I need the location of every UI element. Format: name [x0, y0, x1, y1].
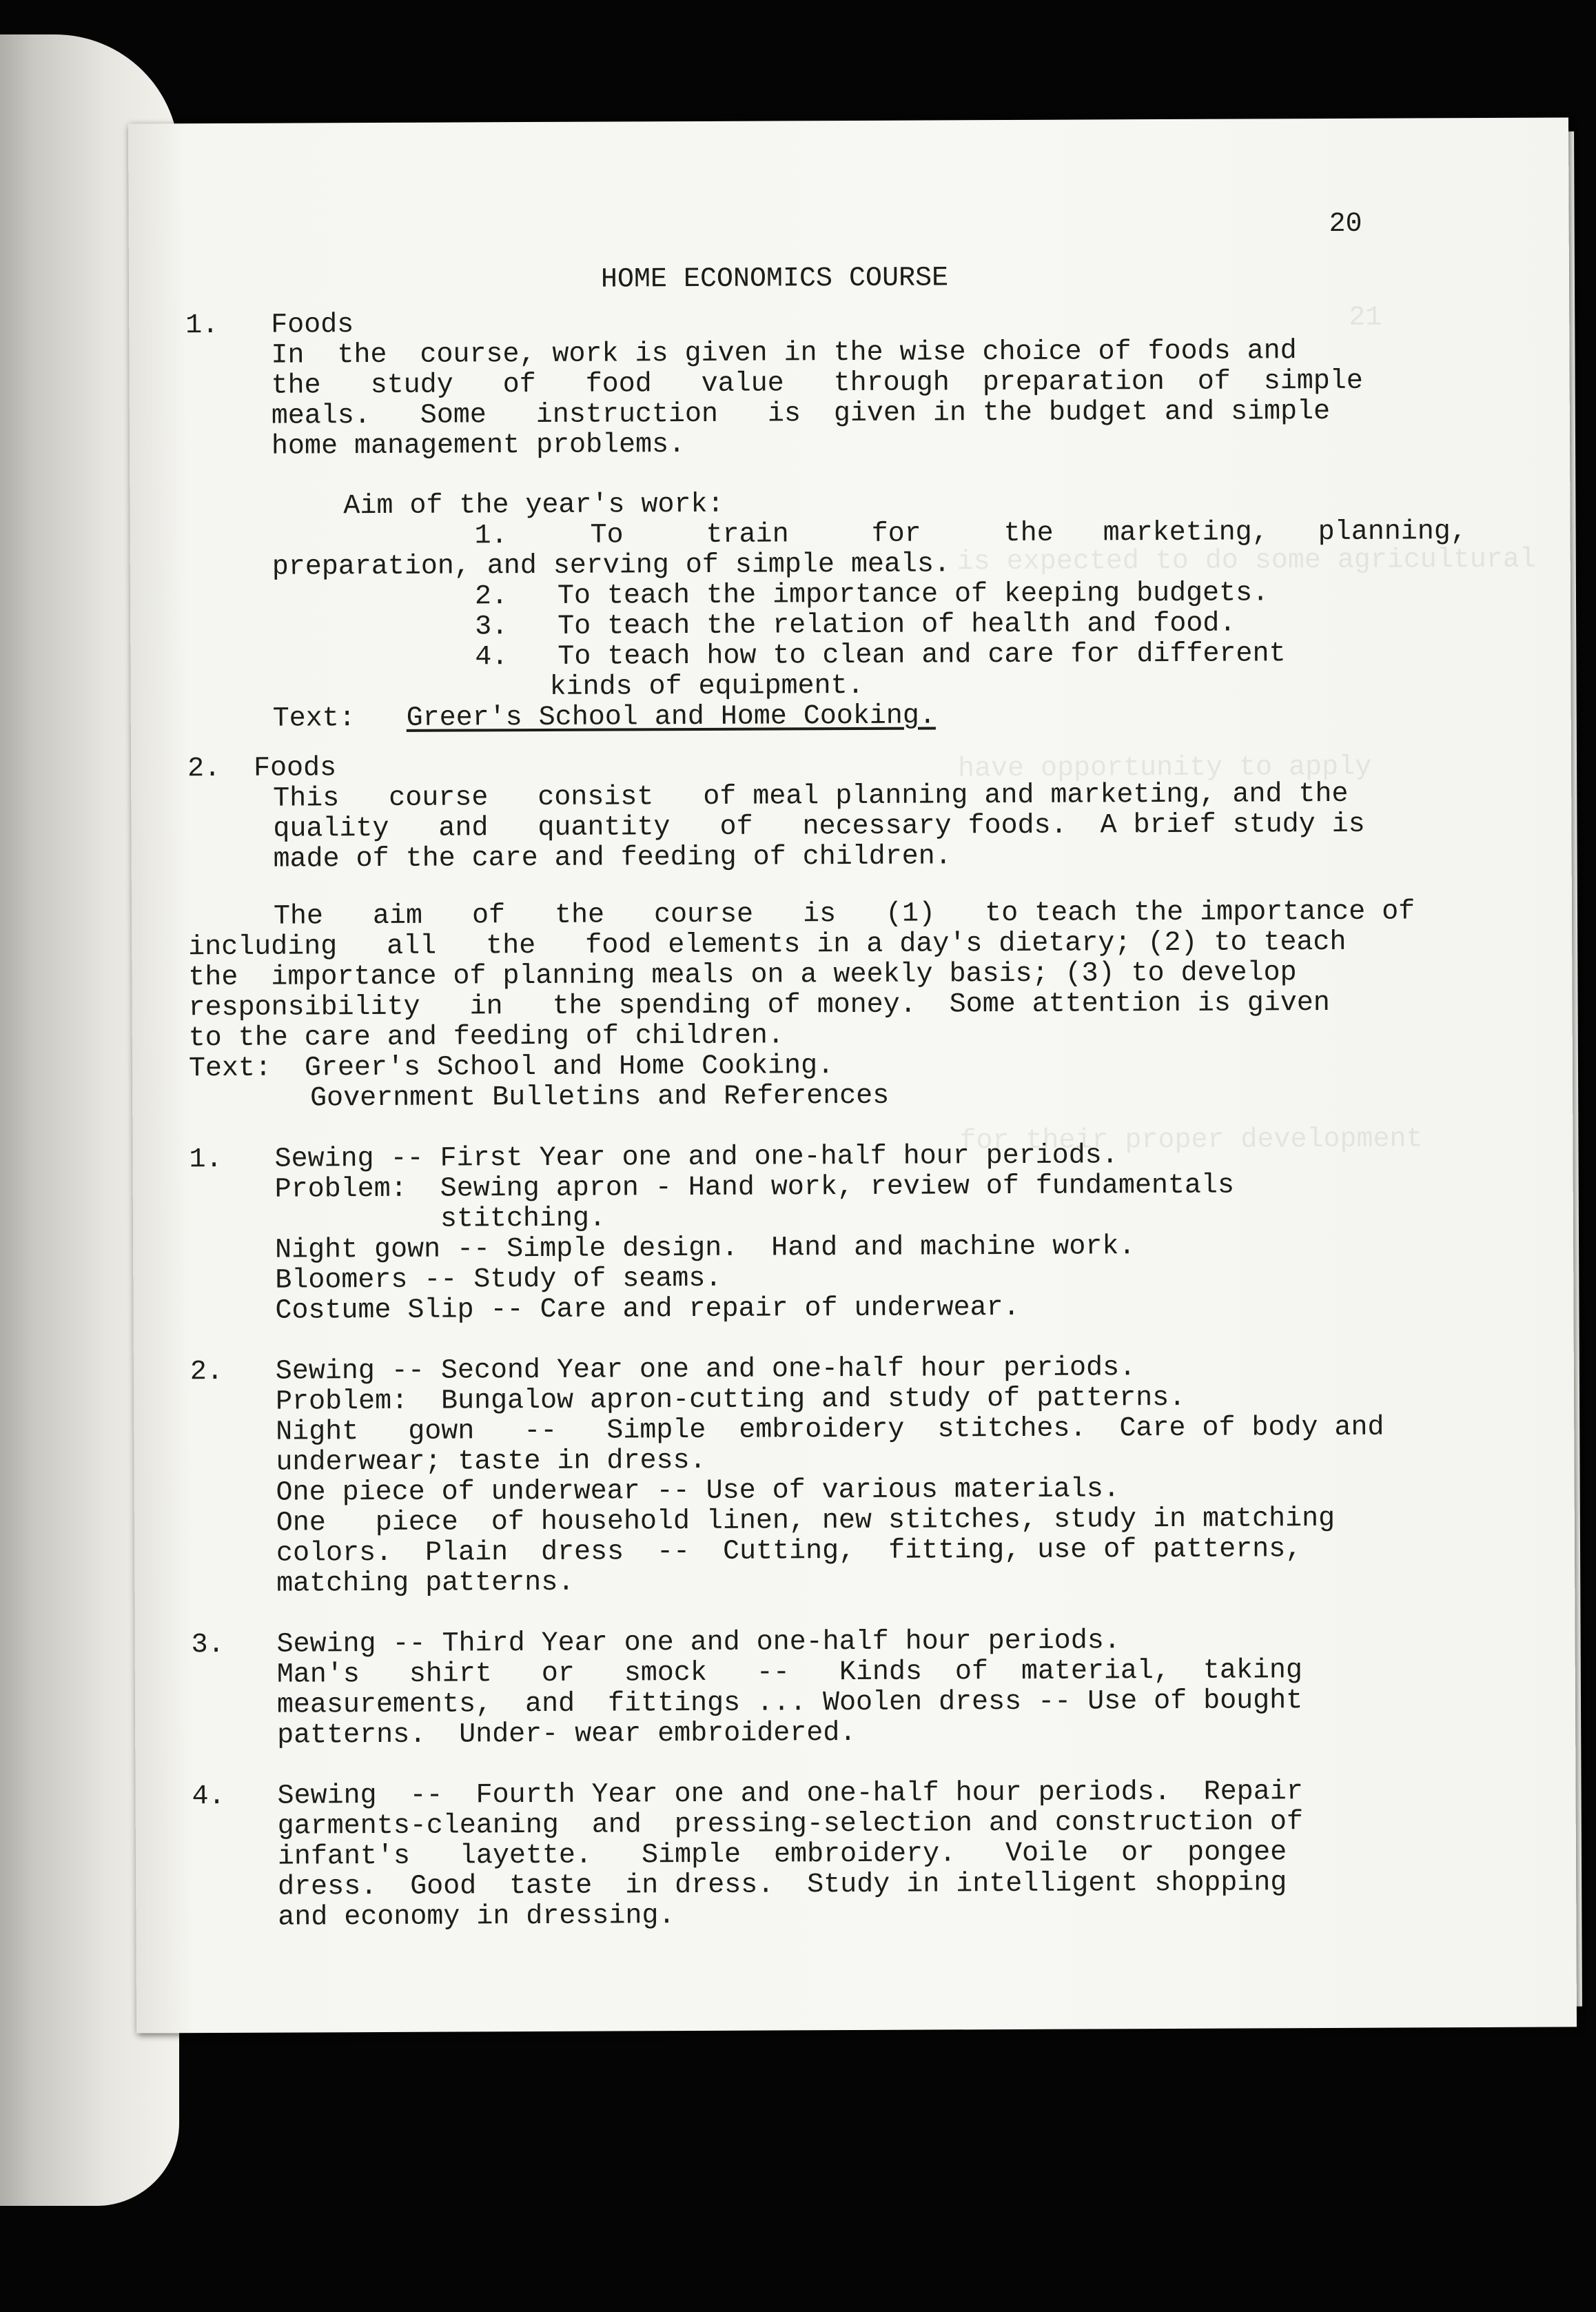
- sewing-line: infant's layette. Simple embroidery. Voile or pongee: [277, 1837, 1287, 1873]
- page-number: 20: [1329, 208, 1362, 240]
- sewing-line: Bloomers -- Study of seams.: [275, 1263, 722, 1297]
- sewing-line: colors. Plain dress -- Cutting, fitting, use of patterns,: [276, 1534, 1302, 1570]
- paragraph-line: to the care and feeding of children.: [188, 1020, 784, 1055]
- paragraph-line: made of the care and feeding of children.: [273, 841, 952, 875]
- sewing-line: dress. Good taste in dress. Study in intelligent shopping: [278, 1867, 1287, 1903]
- aim-heading: Aim of the year's work:: [343, 489, 724, 523]
- document-page: [128, 117, 1577, 2033]
- paragraph-line: including all the food elements in a day's dietary; (2) to teach: [188, 926, 1347, 964]
- sewing-line: underwear; taste in dress.: [276, 1445, 706, 1479]
- sewing-line: Man's shirt or smock -- Kinds of material, taking: [276, 1655, 1303, 1691]
- aim-item: 4. To teach how to clean and care for different: [475, 638, 1286, 673]
- sewing-line: Sewing -- Fourth Year one and one-half hour periods. Repair: [277, 1776, 1303, 1812]
- sewing-line: patterns. Under- wear embroidered.: [277, 1717, 857, 1752]
- aim-item: kinds of equipment.: [549, 670, 864, 703]
- paragraph-line: the importance of planning meals on a weekly basis; (3) to develop: [188, 957, 1297, 994]
- sewing-line: Costume Slip -- Care and repair of underwear.: [275, 1292, 1020, 1327]
- sewing-line: Sewing -- Second Year one and one-half hour periods.: [275, 1352, 1136, 1388]
- sewing-line: Problem: Sewing apron - Hand work, review of fundamentals: [274, 1170, 1235, 1206]
- textbook-title: Greer's School and Home Cooking.: [406, 700, 936, 734]
- show-through-text: for their proper development: [959, 1124, 1423, 1157]
- section-number: 3.: [191, 1629, 225, 1661]
- text-reference: Government Bulletins and References: [310, 1080, 890, 1115]
- sewing-line: matching patterns.: [276, 1567, 575, 1600]
- sewing-line: Night gown -- Simple embroidery stitches. Care of body and: [276, 1412, 1384, 1448]
- sewing-line: Night gown -- Simple design. Hand and machine work.: [275, 1231, 1136, 1266]
- sewing-line: Sewing -- First Year one and one-half hour periods.: [274, 1140, 1118, 1175]
- aim-item: 1. To train for the marketing, planning,: [474, 516, 1467, 552]
- section-heading: Foods: [253, 753, 337, 784]
- show-through-text: 21: [1349, 302, 1382, 334]
- paragraph-line: This course consist of meal planning and marketing, and the: [273, 778, 1349, 815]
- sewing-line: One piece of household linen, new stitches, study in matching: [276, 1503, 1336, 1539]
- paragraph-line: The aim of the course is (1) to teach the importance of: [273, 896, 1415, 933]
- section-heading: Foods: [271, 310, 354, 341]
- paragraph-line: meals. Some instruction is given in the budget and simple: [271, 396, 1331, 432]
- aim-item: 3. To teach the relation of health and food.: [475, 608, 1236, 643]
- sewing-line: measurements, and fittings ... Woolen dress -- Use of bought: [276, 1685, 1303, 1721]
- paragraph-line: home management problems.: [271, 429, 686, 463]
- page-title: HOME ECONOMICS COURSE: [600, 263, 949, 296]
- show-through-text: is expected to do some agricultural: [956, 544, 1536, 578]
- paragraph-line: quality and quantity of necessary foods. A brief study is: [273, 809, 1365, 845]
- section-number: 1.: [185, 310, 219, 342]
- sewing-line: garments-cleaning and pressing-selection and construction of: [277, 1807, 1304, 1843]
- section-number: 2.: [190, 1356, 223, 1388]
- paragraph-line: the study of food value through preparation of simple: [271, 365, 1363, 402]
- sewing-line: Sewing -- Third Year one and one-half hour periods.: [276, 1625, 1121, 1661]
- show-through-text: have opportunity to apply: [957, 751, 1372, 785]
- section-number: 1.: [189, 1144, 223, 1176]
- sewing-line: One piece of underwear -- Use of various materials.: [276, 1474, 1120, 1509]
- paragraph-line: responsibility in the spending of money. Some attention is given: [188, 987, 1330, 1024]
- text-label: Text:: [272, 703, 356, 735]
- aim-item: 2. To teach the importance of keeping budgets.: [474, 578, 1269, 613]
- paragraph-line: In the course, work is given in the wise choice of foods and: [271, 336, 1297, 372]
- text-reference: Text: Greer's School and Home Cooking.: [188, 1051, 835, 1085]
- aim-item: preparation, and serving of simple meals.: [272, 549, 951, 583]
- sewing-line: stitching.: [274, 1203, 606, 1236]
- sewing-line: Problem: Bungalow apron-cutting and study of patterns.: [275, 1382, 1186, 1418]
- section-number: 2.: [187, 753, 221, 785]
- section-number: 4.: [192, 1781, 225, 1813]
- sewing-line: and economy in dressing.: [278, 1900, 675, 1934]
